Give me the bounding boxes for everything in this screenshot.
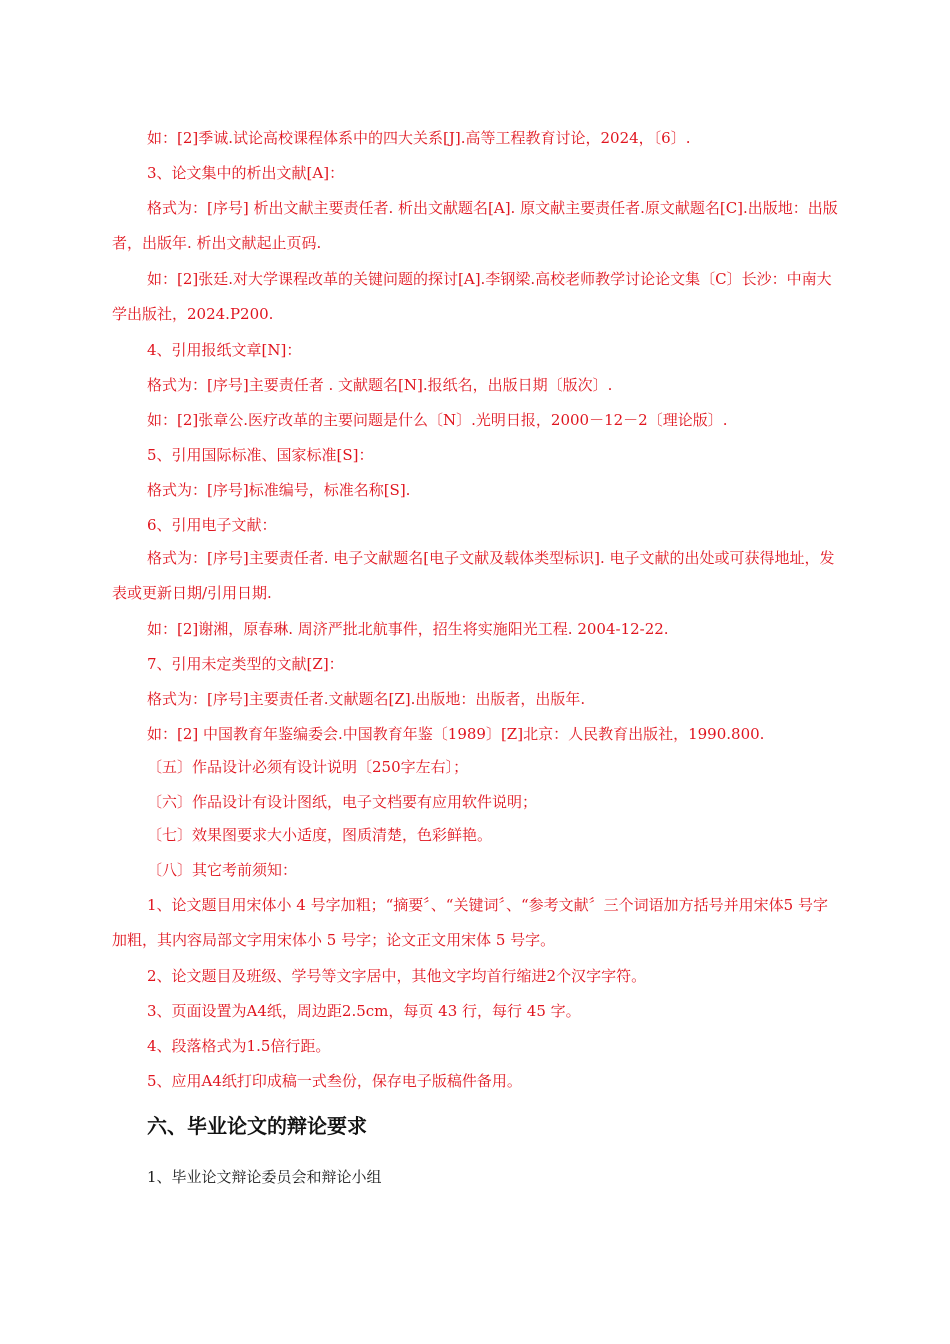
requirement-seven: 〔七〕效果图要求大小适度，图质清楚，色彩鲜艳。 xyxy=(147,826,493,844)
reference-type-undefined: 7、引用未定类型的文献[Z]： xyxy=(147,655,344,673)
reference-format-undefined: 格式为：[序号]主要责任者.文献题名[Z].出版地：出版者，出版年. xyxy=(147,690,586,708)
reference-example-journal: 如：[2]季诚.试论高校课程体系中的四大关系[J].高等工程教育讨论，2024，〔6〕. xyxy=(147,129,691,147)
requirement-five: 〔五〕作品设计必须有设计说明〔250字左右〕； xyxy=(147,758,469,776)
section-heading: 六、毕业论文的辩论要求 xyxy=(147,1114,367,1138)
note-page-setup: 3、页面设置为A4纸，周边距2.5cm，每页 43 行，每行 45 字。 xyxy=(147,1002,581,1020)
reference-example-collection: 如：[2]张廷.对大学课程改革的关键问题的探讨[A].李钢梁.高校老师教学讨论论文集〔C〕长沙：中南大学出版社，2024.P200. xyxy=(112,270,832,323)
reference-type-standard: 5、引用国际标准、国家标准[S]： xyxy=(147,446,374,464)
note-printing: 5、应用A4纸打印成稿一式叁份，保存电子版稿件备用。 xyxy=(147,1072,522,1090)
reference-example-newspaper: 如：[2]张章公.医疗改革的主要问题是什么〔N〕.光明日报，2000－12－2〔理论版〕. xyxy=(147,411,728,429)
reference-example-undefined: 如：[2] 中国教育年鉴编委会.中国教育年鉴〔1989〕[Z]北京：人民教育出版社，1990.800. xyxy=(147,725,765,743)
reference-format-newspaper: 格式为：[序号]主要责任者 . 文献题名[N].报纸名，出版日期〔版次〕. xyxy=(147,376,613,394)
reference-type-electronic: 6、引用电子文献： xyxy=(147,516,277,534)
requirement-six: 〔六〕作品设计有设计图纸，电子文档要有应用软件说明； xyxy=(147,793,538,811)
requirement-eight: 〔八〕其它考前须知： xyxy=(147,861,298,879)
reference-type-newspaper: 4、引用报纸文章[N]： xyxy=(147,341,302,359)
subsection-title: 1、毕业论文辩论委员会和辩论小组 xyxy=(147,1168,382,1186)
reference-format-standard: 格式为：[序号]标准编号，标准名称[S]. xyxy=(147,481,411,499)
reference-type-collection: 3、论文集中的析出文献[A]： xyxy=(147,164,345,182)
reference-example-electronic: 如：[2]谢湘，原春琳. 周济严批北航事件，招生将实施阳光工程. 2004-12-22. xyxy=(147,620,669,638)
note-line-spacing: 4、段落格式为1.5倍行距。 xyxy=(147,1037,331,1055)
note-font-requirements: 1、论文题目用宋体小 4 号字加粗；“摘要〞、“关键词〞、“参考文献〞三个词语加方括号并用宋体5 号字加粗，其内容局部文字用宋体小 5 号字；论文正文用宋体 5 号字。 xyxy=(112,896,828,949)
note-alignment: 2、论文题目及班级、学号等文字居中，其他文字均首行缩进2个汉字字符。 xyxy=(147,967,647,985)
reference-format-collection: 格式为：[序号] 析出文献主要责任者. 析出文献题名[A]. 原文献主要责任者.原文献题名[C].出版地：出版者，出版年. 析出文献起止页码. xyxy=(112,199,838,252)
reference-format-electronic: 格式为：[序号]主要责任者. 电子文献题名[电子文献及载体类型标识]. 电子文献的出处或可获得地址，发表或更新日期/引用日期. xyxy=(112,549,835,602)
